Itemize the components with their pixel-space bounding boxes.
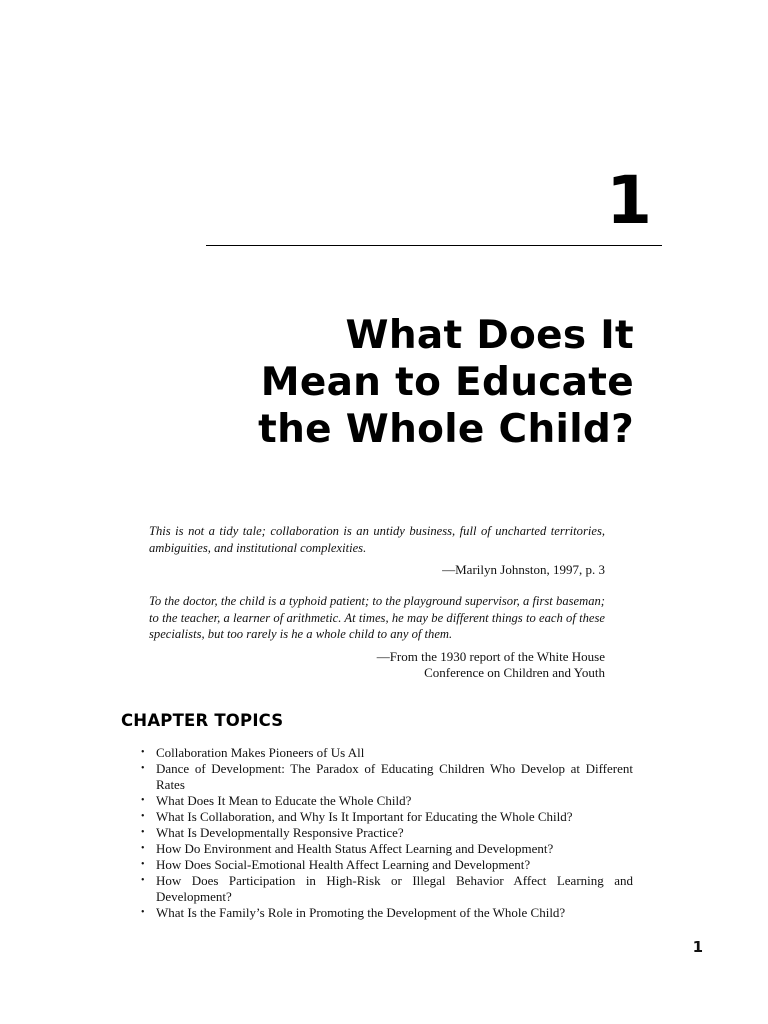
chapter-divider — [206, 245, 662, 246]
list-item — [137, 857, 633, 873]
list-item — [137, 873, 633, 905]
list-item — [137, 809, 633, 825]
bullet-icon: • — [141, 843, 145, 854]
topic-text: How Does Participation in High-Risk or Illegal Behavior Affect Learning and Development? — [156, 873, 633, 904]
list-item — [137, 745, 633, 761]
bullet-icon: • — [141, 907, 145, 918]
chapter-topics-heading: CHAPTER TOPICS — [121, 711, 284, 730]
topic-text: Collaboration Makes Pioneers of Us All — [156, 745, 365, 760]
list-item — [137, 761, 633, 793]
topic-text: Dance of Development: The Paradox of Educating Children Who Develop at Different Rates — [156, 761, 633, 792]
epigraph-quote: This is not a tidy tale; collaboration is an untidy business, full of uncharted territories, ambiguities, and institutional complexities. — [149, 524, 605, 555]
topic-text: What Is Developmentally Responsive Practice? — [156, 825, 404, 840]
epigraph — [149, 593, 605, 682]
chapter-title — [258, 312, 634, 453]
list-item — [137, 793, 633, 809]
bullet-icon: • — [141, 811, 145, 822]
topic-text: What Is the Family’s Role in Promoting the Development of the Whole Child? — [156, 905, 566, 920]
page-number: 1 — [692, 938, 703, 956]
chapter-number: 1 — [606, 162, 652, 239]
epigraph — [149, 523, 605, 579]
topic-text: What Does It Mean to Educate the Whole Child? — [156, 793, 412, 808]
bullet-icon: • — [141, 875, 145, 886]
bullet-icon: • — [141, 859, 145, 870]
epigraph-attribution-line: —From the 1930 report of the White House — [376, 648, 605, 664]
epigraph-attribution — [149, 562, 605, 579]
chapter-title-line: the Whole Child? — [258, 407, 634, 452]
topic-text: What Is Collaboration, and Why Is It Important for Educating the Whole Child? — [156, 809, 573, 824]
chapter-title-line: Mean to Educate — [260, 360, 634, 405]
epigraph-attribution-line: Conference on Children and Youth — [424, 665, 605, 680]
chapter-title-line: What Does It — [345, 313, 634, 358]
list-item — [137, 841, 633, 857]
bullet-icon: • — [141, 795, 145, 806]
epigraph-quote: To the doctor, the child is a typhoid patient; to the playground supervisor, a first baseman; to the teacher, a learner of arithmetic. At times, he may be different things to each of these specialists, but too rarely is he a whole child to any of them. — [149, 594, 605, 641]
bullet-icon: • — [141, 763, 145, 774]
chapter-topics-list — [137, 745, 633, 921]
epigraph-attribution — [149, 649, 605, 682]
bullet-icon: • — [141, 827, 145, 838]
topic-text: How Do Environment and Health Status Affect Learning and Development? — [156, 841, 554, 856]
topic-text: How Does Social-Emotional Health Affect Learning and Development? — [156, 857, 531, 872]
bullet-icon: • — [141, 747, 145, 758]
epigraph-attribution-line: —Marilyn Johnston, 1997, p. 3 — [442, 562, 605, 577]
list-item — [137, 825, 633, 841]
list-item — [137, 905, 633, 921]
